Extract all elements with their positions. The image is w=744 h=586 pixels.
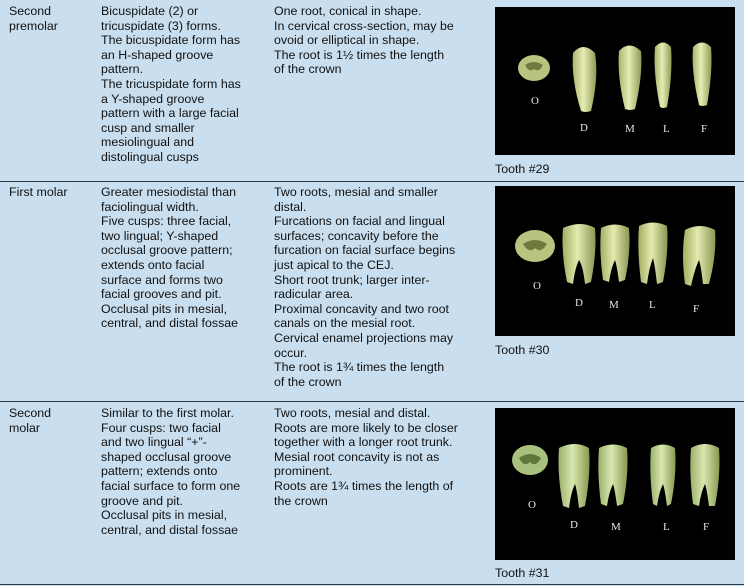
text-line: cusp and smaller	[101, 120, 195, 135]
tooth-name	[9, 4, 93, 33]
text-line: Greater mesiodistal than	[101, 185, 236, 199]
text-line: The root is 1¾ times the length	[274, 360, 445, 375]
text-line: Second	[9, 4, 52, 18]
root-description	[274, 4, 489, 77]
tooth-name	[9, 185, 93, 200]
root-description	[274, 185, 489, 389]
text-line: Two roots, mesial and smaller	[274, 185, 438, 199]
root-description	[274, 406, 489, 508]
text-line: The root is 1½ times the length	[274, 47, 445, 62]
text-line: distal.	[274, 199, 307, 214]
text-line: One root, conical in shape.	[274, 4, 422, 18]
text-line: Cervical enamel projections may	[274, 330, 454, 345]
text-line: facial grooves and pit.	[101, 287, 222, 302]
view-label-o: O	[531, 95, 539, 107]
view-label-l: L	[663, 521, 670, 533]
tooth-name	[9, 406, 93, 435]
view-label-f: F	[703, 521, 710, 533]
crown-description	[101, 185, 266, 331]
view-label-f: F	[693, 303, 700, 315]
text-line: furcation on facial surface begins	[274, 243, 456, 258]
tooth-29-photo	[495, 7, 735, 155]
text-line: central, and distal fossae	[101, 522, 239, 537]
text-line: pattern; extends onto	[101, 464, 218, 479]
view-label-f: F	[701, 123, 708, 135]
text-line: extends onto facial	[101, 257, 205, 272]
text-line: mesiolingual and	[101, 135, 194, 150]
text-line: the crown	[274, 493, 328, 508]
view-label-o: O	[528, 499, 536, 511]
text-line: groove and pit.	[101, 493, 183, 508]
crown-description	[101, 4, 266, 165]
view-label-m: M	[611, 521, 621, 533]
text-line: Furcations on facial and lingual	[274, 214, 445, 229]
text-line: of the crown	[274, 374, 342, 389]
text-line: tricuspidate (3) forms.	[101, 18, 221, 33]
text-line: Five cusps: three facial,	[101, 214, 232, 229]
text-line: distolingual cusps	[101, 149, 199, 164]
view-label-m: M	[609, 299, 619, 311]
text-line: Bicuspidate (2) or	[101, 4, 199, 18]
text-line: Similar to the first molar.	[101, 406, 234, 420]
text-line: First molar	[9, 185, 68, 199]
text-line: Occlusal pits in mesial,	[101, 301, 228, 316]
text-line: two lingual; Y-shaped	[101, 228, 219, 243]
text-line: ovoid or elliptical in shape.	[274, 33, 420, 48]
text-line: Occlusal pits in mesial,	[101, 508, 228, 523]
text-line: prominent.	[274, 464, 333, 479]
text-line: shaped occlusal groove	[101, 449, 232, 464]
view-label-l: L	[649, 299, 656, 311]
text-line: surface and forms two	[101, 272, 223, 287]
text-line: of the crown	[274, 62, 342, 77]
text-line: central, and distal fossae	[101, 316, 239, 331]
view-label-d: D	[575, 297, 583, 309]
text-line: Two roots, mesial and distal.	[274, 406, 431, 420]
text-line: Four cusps: two facial	[101, 420, 221, 435]
text-line: radicular area.	[274, 287, 354, 302]
text-line: pattern with a large facial	[101, 106, 239, 121]
text-line: together with a longer root trunk.	[274, 435, 453, 450]
text-line: Roots are more likely to be closer	[274, 420, 458, 435]
crown-description	[101, 406, 266, 537]
text-line: facial surface to form one	[101, 478, 241, 493]
table-row-first-molar	[0, 181, 744, 402]
text-line: In cervical cross-section, may be	[274, 18, 454, 33]
text-line: canals on the mesial root.	[274, 316, 416, 331]
text-line: and two lingual “+”-	[101, 435, 207, 450]
table-row-second-molar	[0, 402, 744, 585]
text-line: Roots are 1¾ times the length of	[274, 478, 454, 493]
text-line: Mesial root concavity is not as	[274, 449, 440, 464]
text-line: surfaces; concavity before the	[274, 228, 439, 243]
table-row-second-premolar	[0, 0, 744, 182]
text-line: faciolingual width.	[101, 199, 199, 214]
text-line: Short root trunk; larger inter-	[274, 272, 430, 287]
text-line: The bicuspidate form has	[101, 33, 241, 48]
text-line: just apical to the CEJ.	[274, 257, 394, 272]
text-line: occur.	[274, 345, 308, 360]
view-label-d: D	[580, 122, 588, 134]
text-line: Proximal concavity and two root	[274, 301, 449, 316]
text-line: premolar	[9, 18, 58, 33]
text-line: a Y-shaped groove	[101, 91, 205, 106]
text-line: an H-shaped groove	[101, 47, 214, 62]
text-line: molar	[9, 420, 40, 435]
text-line: The tricuspidate form has	[101, 76, 241, 91]
photo-caption: Tooth #30	[495, 343, 550, 357]
view-label-l: L	[663, 123, 670, 135]
text-line: occlusal groove pattern;	[101, 243, 233, 258]
tooth-31-photo	[495, 408, 735, 560]
view-label-o: O	[533, 280, 541, 292]
photo-caption: Tooth #29	[495, 162, 550, 176]
tooth-30-photo	[495, 186, 735, 336]
view-label-m: M	[625, 123, 635, 135]
photo-caption: Tooth #31	[495, 566, 550, 580]
text-line: pattern.	[101, 62, 144, 77]
view-label-d: D	[570, 519, 578, 531]
text-line: Second	[9, 406, 52, 420]
